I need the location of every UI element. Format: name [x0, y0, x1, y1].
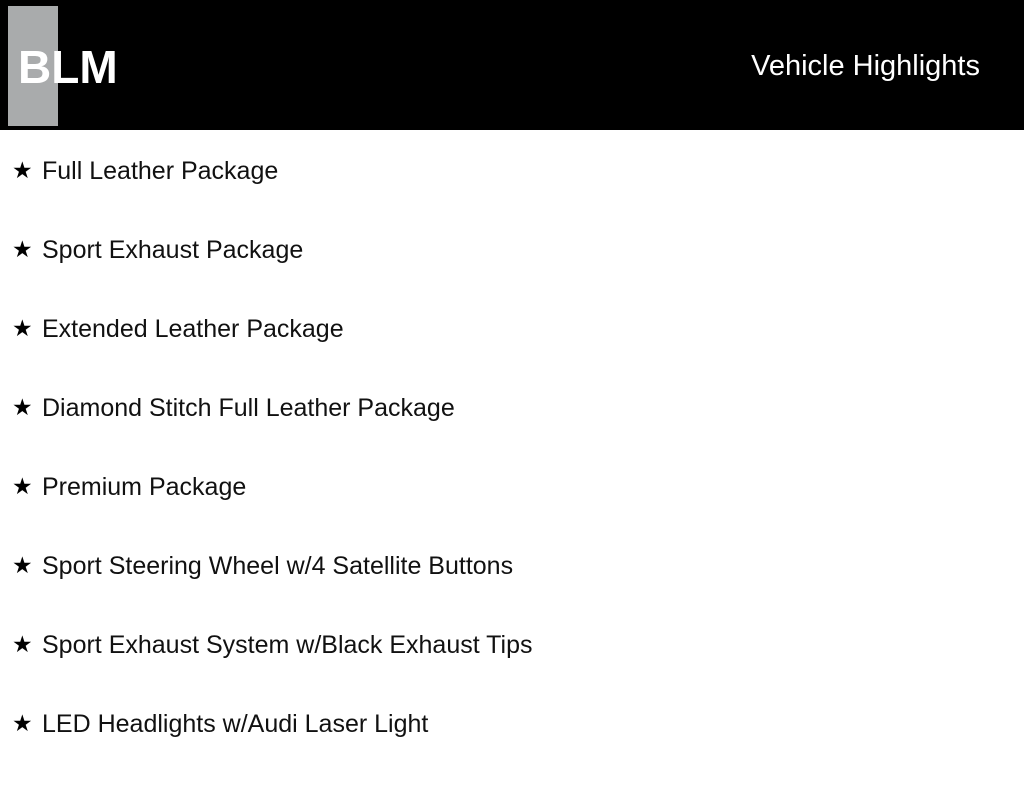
list-item-label: Full Leather Package [42, 157, 279, 185]
list-item-label: Diamond Stitch Full Leather Package [42, 394, 455, 422]
star-icon: ★ [12, 711, 33, 737]
list-item-label: Sport Exhaust System w/Black Exhaust Tips [42, 631, 533, 659]
list-item [0, 314, 1024, 393]
list-item-label: Sport Exhaust Package [42, 236, 304, 264]
list-item-label: Premium Package [42, 473, 247, 501]
list-item [0, 630, 1024, 709]
list-item [0, 709, 1024, 788]
page-title: Vehicle Highlights [751, 50, 980, 82]
highlights-list [0, 130, 1024, 788]
page-header [0, 0, 1024, 130]
list-item [0, 472, 1024, 551]
logo-text: BLM [18, 41, 118, 93]
star-icon: ★ [12, 158, 33, 184]
star-icon: ★ [12, 237, 33, 263]
list-item-label: Sport Steering Wheel w/4 Satellite Buttons [42, 552, 514, 580]
star-icon: ★ [12, 395, 33, 421]
list-item-label: LED Headlights w/Audi Laser Light [42, 710, 429, 738]
star-icon: ★ [12, 632, 33, 658]
star-icon: ★ [12, 316, 33, 342]
list-item [0, 156, 1024, 235]
list-item [0, 551, 1024, 630]
list-item [0, 393, 1024, 472]
star-icon: ★ [12, 474, 33, 500]
blm-logo [8, 6, 126, 126]
list-item [0, 235, 1024, 314]
star-icon: ★ [12, 553, 33, 579]
list-item-label: Extended Leather Package [42, 315, 344, 343]
